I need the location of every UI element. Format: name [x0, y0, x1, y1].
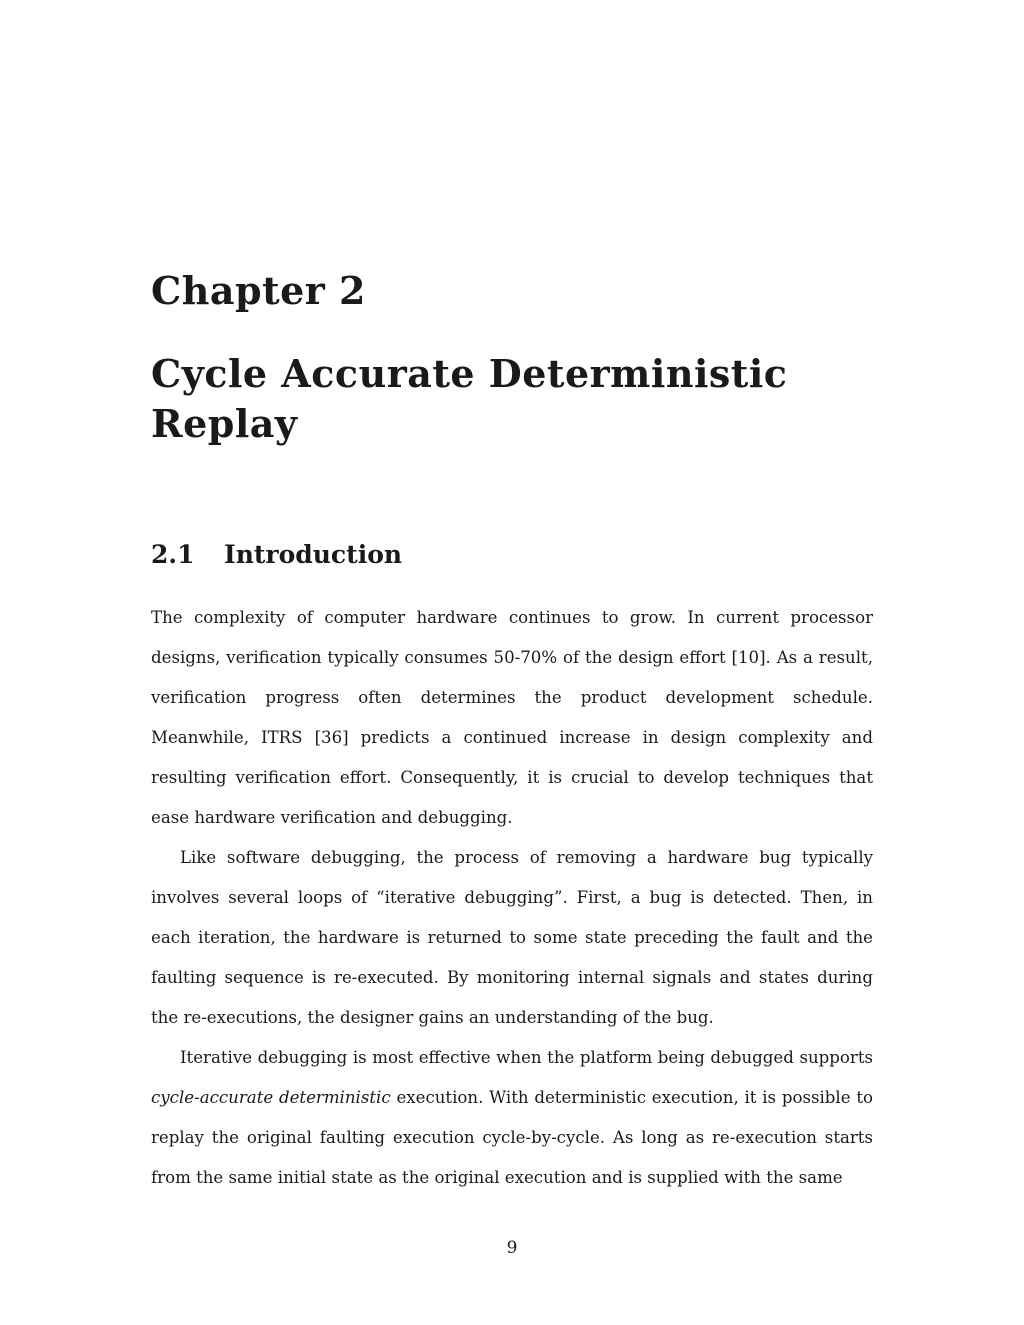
chapter-title: Cycle Accurate Deterministic Replay: [151, 351, 788, 446]
chapter-label: Chapter 2: [151, 268, 366, 313]
paragraph-3-emphasis: cycle-accurate deterministic: [151, 1088, 391, 1107]
section-number: 2.1: [151, 540, 195, 569]
section-title: Introduction: [224, 540, 403, 569]
paragraph-3-end: execution. With deterministic execution, it is possible to replay the original faulting execution cycle-by-cycle. As long as re-execution starts from the same initial state as the original execution and is supplied with the same: [151, 1088, 874, 1187]
paragraph-3-start: Iterative debugging is most effective when the platform being debugged supports: [180, 1048, 873, 1067]
section-heading: [151, 538, 402, 572]
paragraph-2: Like software debugging, the process of removing a hardware bug typically involves several loops of “iterative debugging”. First, a bug is detected. Then, in each iteration, the hardware is returned to some state preceding the fault and the faulting sequence is re-executed. By monitoring internal signals and states during the re-executions, the designer gains an understanding of the bug.: [151, 848, 873, 1027]
page-number: 9: [506, 1238, 518, 1258]
body-text: [151, 598, 873, 1198]
paragraph-3: [151, 1038, 873, 1198]
paragraph-1: The complexity of computer hardware continues to grow. In current processor designs, verification typically consumes 50-70% of the design effort [10]. As a result, verification progress often determines the product development schedule. Meanwhile, ITRS [36] predicts a continued increase in design complexity and resulting verification effort. Consequently, it is crucial to develop techniques that ease hardware verification and debugging.: [151, 608, 873, 827]
